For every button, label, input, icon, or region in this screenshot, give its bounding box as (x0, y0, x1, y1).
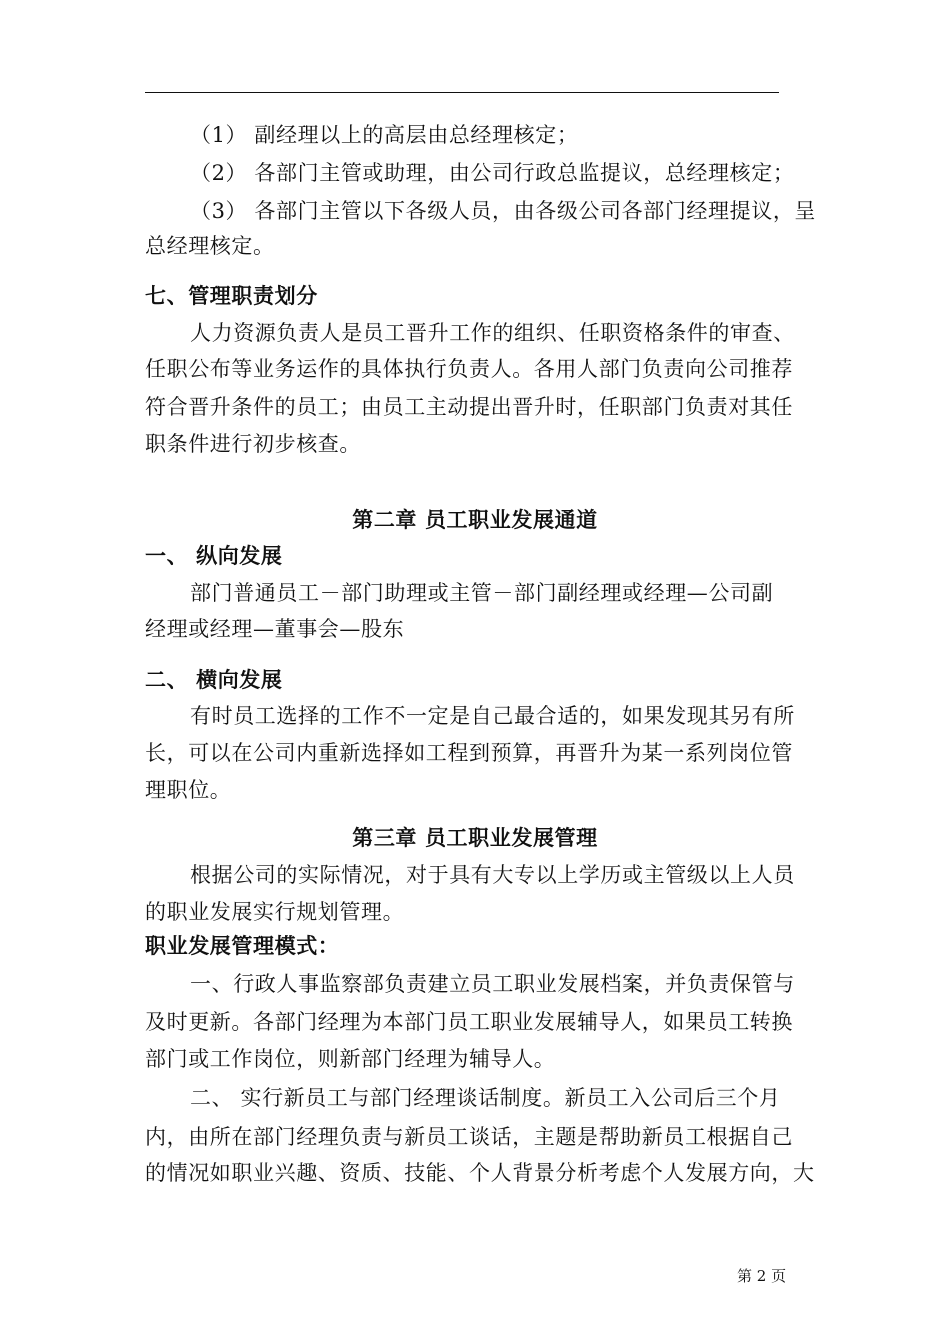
section-heading: 七、管理职责划分 (145, 283, 318, 308)
paragraph-line: 理职位。 (145, 778, 232, 802)
paragraph-line: 部门普通员工－部门助理或主管－部门副经理或经理—公司副 (190, 581, 774, 605)
chapter-title: 第三章 员工职业发展管理 (352, 825, 598, 850)
paragraph-line: 二、 实行新员工与部门经理谈话制度。新员工入公司后三个月 (190, 1086, 781, 1110)
paragraph-line: 及时更新。各部门经理为本部门员工职业发展辅导人，如果员工转换 (145, 1010, 793, 1034)
paragraph-line: 部门或工作岗位，则新部门经理为辅导人。 (145, 1047, 556, 1071)
paragraph-line: 的情况如职业兴趣、资质、技能、个人背景分析考虑个人发展方向，大 (145, 1161, 815, 1185)
section-heading: 二、 横向发展 (145, 667, 283, 692)
chapter-title: 第二章 员工职业发展通道 (352, 507, 598, 532)
paragraph-line: 经理或经理—董事会—股东 (145, 617, 405, 641)
paragraph-line: 根据公司的实际情况，对于具有大专以上学历或主管级以上人员 (190, 863, 795, 887)
paragraph-line: 内，由所在部门经理负责与新员工谈话，主题是帮助新员工根据自己 (145, 1125, 793, 1149)
list-item-continuation: 总经理核定。 (145, 234, 275, 258)
section-heading: 职业发展管理模式： (145, 933, 340, 958)
list-item: （2） 各部门主管或助理，由公司行政总监提议，总经理核定； (190, 161, 795, 185)
paragraph-line: 人力资源负责人是员工晋升工作的组织、任职资格条件的审查、 (190, 321, 795, 345)
paragraph-line: 有时员工选择的工作不一定是自己最合适的，如果发现其另有所 (190, 704, 795, 728)
page-number: 第 2 页 (737, 1267, 787, 1285)
paragraph-line: 职条件进行初步核查。 (145, 432, 361, 456)
paragraph-line: 长，可以在公司内重新选择如工程到预算，再晋升为某一系列岗位管 (145, 741, 793, 765)
paragraph-line: 一、行政人事监察部负责建立员工职业发展档案，并负责保管与 (190, 972, 795, 996)
paragraph-line: 的职业发展实行规划管理。 (145, 900, 405, 924)
header-rule (145, 92, 779, 93)
section-heading: 一、 纵向发展 (145, 543, 283, 568)
paragraph-line: 符合晋升条件的员工；由员工主动提出晋升时，任职部门负责对其任 (145, 395, 793, 419)
list-item: （1） 副经理以上的高层由总经理核定； (190, 123, 579, 147)
paragraph-line: 任职公布等业务运作的具体执行负责人。各用人部门负责向公司推荐 (145, 357, 793, 381)
list-item: （3） 各部门主管以下各级人员，由各级公司各部门经理提议，呈 (190, 199, 817, 223)
